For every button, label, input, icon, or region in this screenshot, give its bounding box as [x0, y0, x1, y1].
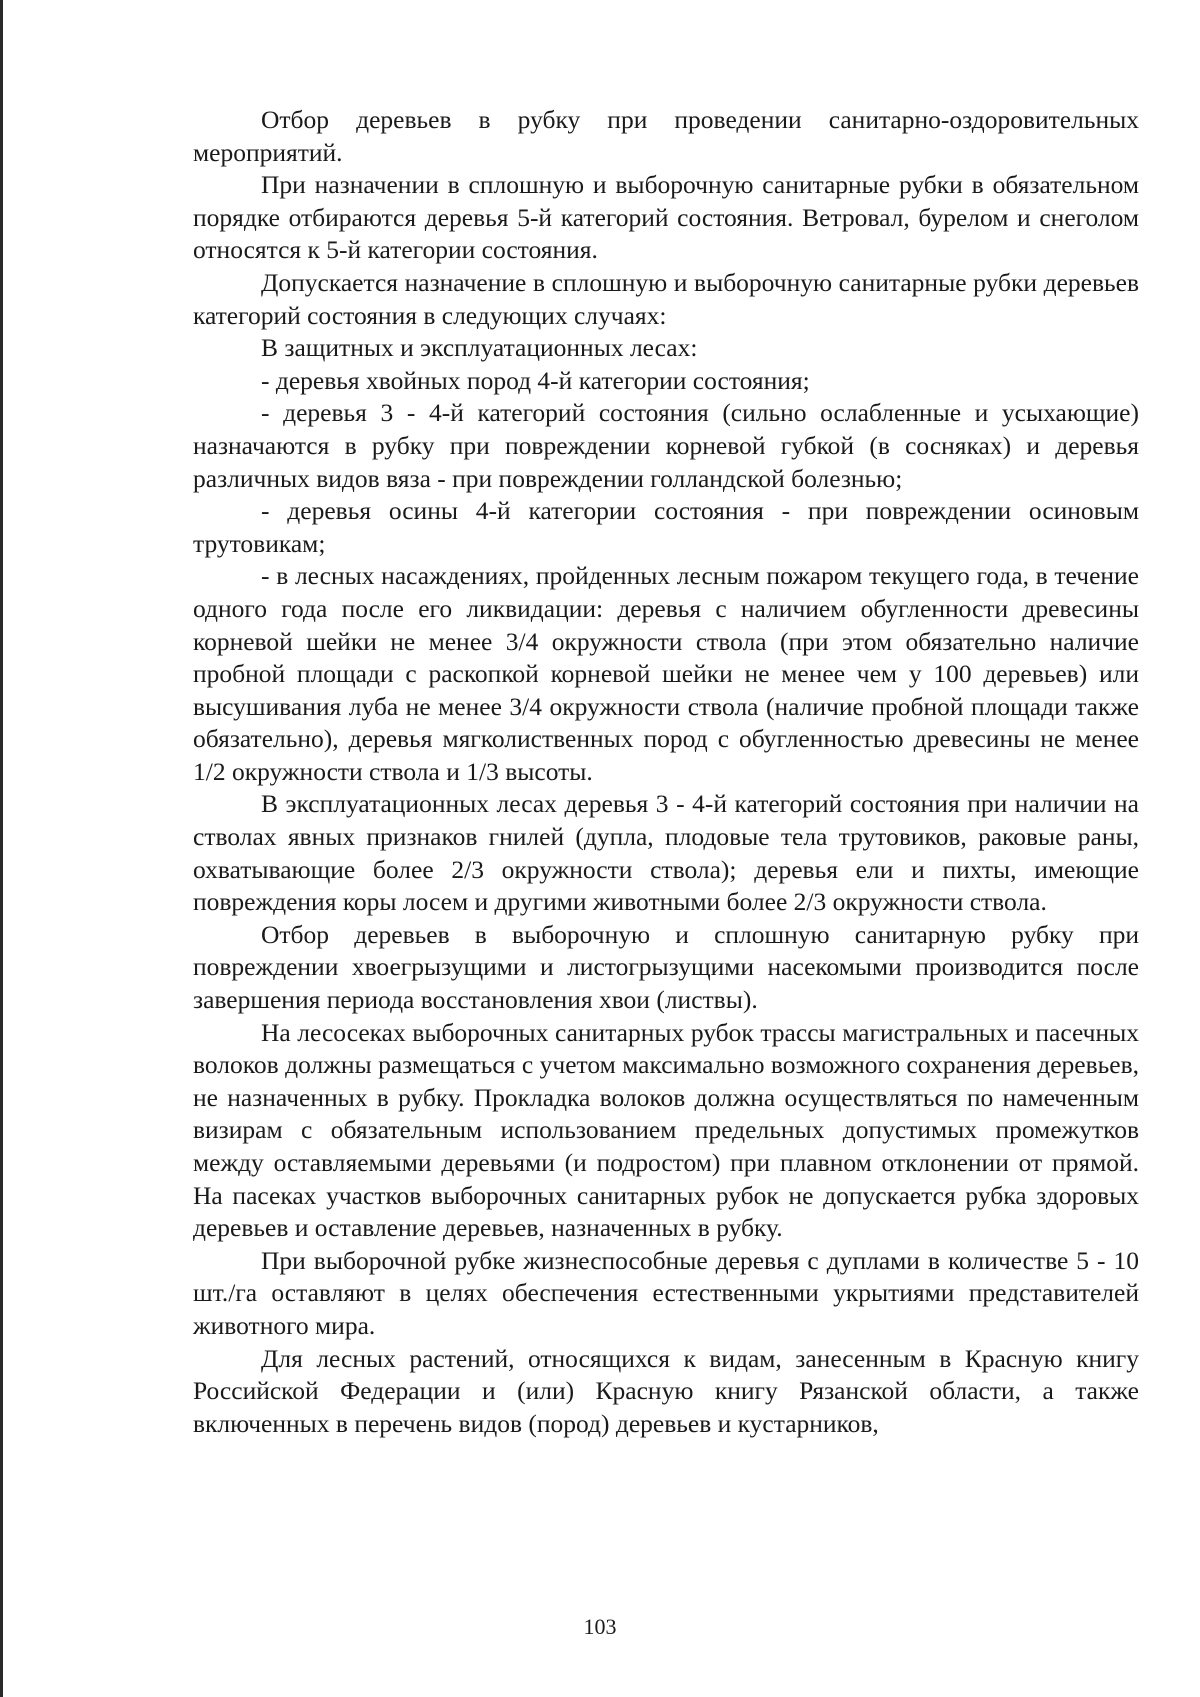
paragraph: - деревья осины 4-й категории состояния - при повреждении осиновым трутовикам; — [193, 496, 1139, 558]
paragraph: При выборочной рубке жизнеспособные деревья с дуплами в количестве 5 - 10 шт./га оставляют в целях обеспечения естественными укрытиями представителей животного мира. — [193, 1245, 1139, 1340]
paragraph: Отбор деревьев в выборочную и сплошную санитарную рубку при повреждении хвоегрызущими и листогрызущими насекомыми производится после завершения периода восстановления хвои (листвы). — [193, 919, 1139, 1015]
document-body — [193, 104, 1139, 1440]
paragraph: На лесосеках выборочных санитарных рубок трассы магистральных и пасечных волоков должны размещаться с учетом максимально возможного сохранения деревьев, не назначенных в рубку. Прокладка волоков должна осуществляться по намеченным визирам с обязательным использованием предельных допустимых промежутков между оставляемыми деревьями (и подростом) при плавном отклонении от прямой. На пасеках участков выборочных санитарных рубок не допускается рубка здоровых деревьев и оставление деревьев, назначенных в рубку. — [193, 1017, 1139, 1243]
paragraph: - деревья 3 - 4-й категорий состояния (сильно ослабленные и усыхающие) назначаются в рубку при повреждении корневой губкой (в сосняках) и деревья различных видов вяза - при повреждении голландской болезнью; — [193, 398, 1139, 493]
paragraph: Отбор деревьев в рубку при проведении санитарно-оздоровительных мероприятий. — [193, 105, 1139, 167]
paragraph: - деревья хвойных пород 4-й категории состояния; — [261, 365, 810, 395]
scan-edge — [0, 0, 3, 1697]
paragraph: В защитных и эксплуатационных лесах: — [261, 333, 698, 363]
paragraph: При назначении в сплошную и выборочную санитарные рубки в обязательном порядке отбираются деревья 5-й категорий состояния. Ветровал, бурелом и снеголом относятся к 5-й категории состояния. — [193, 170, 1139, 265]
paragraph: В эксплуатационных лесах деревья 3 - 4-й категорий состояния при наличии на стволах явных признаков гнилей (дупла, плодовые тела трутовиков, раковые раны, охватывающие более 2/3 окружности ствола); деревья ели и пихты, имеющие повреждения коры лосем и другими животными более 2/3 окружности ствола. — [193, 789, 1139, 917]
paragraph: - в лесных насаждениях, пройденных лесным пожаром текущего года, в течение одного года после его ликвидации: деревья с наличием обугленности древесины корневой шейки не менее 3/4 окружности ствола (при этом обязательно наличие пробной площади с раскопкой корневой шейки не менее чем у 100 деревьев) или высушивания луба не менее 3/4 окружности ствола (наличие пробной площади также обязательно), деревья мягколиственных пород с обугленностью древесины не менее 1/2 окружности ствола и 1/3 высоты. — [193, 561, 1139, 786]
paragraph: Для лесных растений, относящихся к видам, занесенным в Красную книгу Российской Федерации и (или) Красную книгу Рязанской области, а также включенных в перечень видов (пород) деревьев и кустарников, — [193, 1343, 1139, 1438]
page-number: 103 — [583, 1614, 617, 1639]
paragraph: Допускается назначение в сплошную и выборочную санитарные рубки деревьев категорий состояния в следующих случаях: — [193, 267, 1139, 330]
